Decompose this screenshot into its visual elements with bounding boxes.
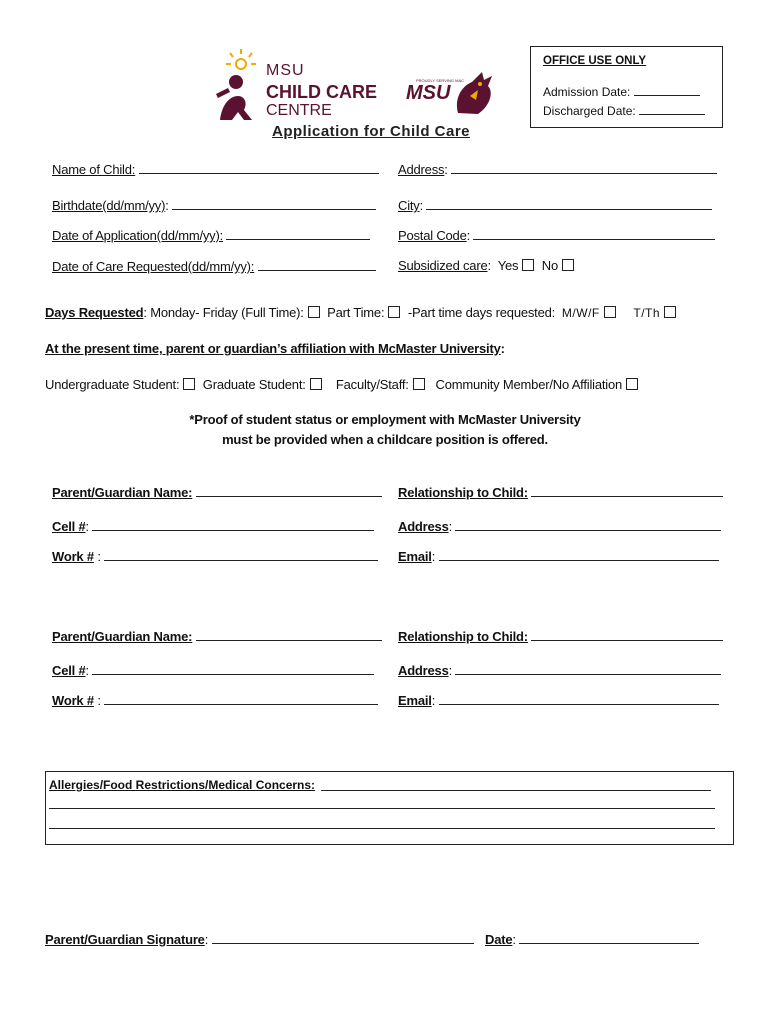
guardian1-name-row [52,484,382,500]
guardian1-email-field[interactable] [439,548,719,561]
guardian1-relationship-label: Relationship to Child: [398,485,528,500]
child-name-label: Name of Child: [52,162,136,177]
guardian2-cell-label: Cell # [52,663,86,678]
guardian2-address-field[interactable] [455,662,721,675]
child-address-label: Address [398,162,445,177]
days-requested-label: Days Requested [45,305,144,320]
guardian1-relationship-field[interactable] [531,484,723,497]
subsidized-no-checkbox[interactable] [562,259,574,271]
date-application-row [52,227,370,243]
child-name-field[interactable] [139,161,379,174]
guardian1-name-label: Parent/Guardian Name: [52,485,193,500]
child-care-logo [214,44,384,124]
date-application-label: Date of Application [52,228,157,243]
signature-date-row: Date: [485,931,699,947]
guardian1-email-label: Email [398,549,432,564]
date-application-hint: (dd/mm/yy): [156,228,224,243]
discharged-date-field[interactable] [639,102,705,115]
guardian2-address-row: Address: [398,662,721,678]
guardian1-relationship-row [398,484,723,500]
guardian2-name-row [52,628,382,644]
undergrad-checkbox[interactable] [183,378,195,390]
subsidized-row: Subsidized care: Yes No [398,258,578,273]
postal-code-label: Postal Code [398,228,467,243]
signature-date-field[interactable] [519,931,699,944]
guardian1-work-label: Work # [52,549,94,564]
grad-label: Graduate Student: [202,377,306,392]
subsidized-label: Subsidized care [398,258,488,273]
form-title: Application for Child Care [272,123,471,140]
discharged-date-row [543,102,705,118]
office-use-box [530,46,723,128]
msu-mascot-logo [402,68,500,118]
faculty-label: Faculty/Staff: [335,377,409,392]
guardian2-work-row: Work # : [52,692,378,708]
allergies-label: Allergies/Food Restrictions/Medical Concerns: [49,778,316,792]
tth-checkbox[interactable] [664,306,676,318]
discharged-date-label: Discharged Date: [543,104,636,118]
guardian1-name-field[interactable] [196,484,382,497]
allergies-line-2[interactable] [49,808,715,809]
allergies-line-1[interactable] [321,790,711,791]
postal-code-field[interactable] [473,227,715,240]
child-figure-icon [214,44,266,124]
office-use-title: OFFICE USE ONLY [543,55,647,67]
signature-row: Parent/Guardian Signature: [45,931,474,947]
allergies-box [45,771,734,845]
affiliation-question: At the present time, parent or guardian’s affiliation with McMaster University [45,341,501,356]
guardian1-work-field[interactable] [104,548,378,561]
allergies-row [49,778,315,792]
guardian1-address-row: Address: [398,518,721,534]
guardian1-address-label: Address [398,519,449,534]
logo-text-msu: MSU [266,62,305,79]
proof-note-line1: *Proof of student status or employment with McMaster University [189,412,581,427]
guardian2-email-row: Email: [398,692,719,708]
guardian1-cell-label: Cell # [52,519,86,534]
guardian2-name-label: Parent/Guardian Name: [52,629,193,644]
date-care-label: Date of Care Requested [52,259,188,274]
community-label: Community Member/No Affiliation [435,377,623,392]
affiliation-options-row [45,377,642,392]
parttime-days-label: -Part time days requested: [407,305,556,320]
logo-text-centre: CENTRE [266,102,332,119]
msu-wordmark: MSU [406,82,451,104]
undergrad-label: Undergraduate Student: [45,377,180,392]
birthdate-hint: (dd/mm/yy) [102,198,166,213]
fulltime-label: Monday- Friday (Full Time): [150,305,304,320]
allergies-line-3[interactable] [49,828,715,829]
city-label: City [398,198,420,213]
signature-date-label: Date [485,932,513,947]
guardian2-email-label: Email [398,693,432,708]
parttime-label: Part Time: [327,305,385,320]
affiliation-question-row: At the present time, parent or guardian’s affiliation with McMaster University: [45,341,505,356]
city-row: City: [398,197,712,213]
guardian1-cell-field[interactable] [92,518,374,531]
guardian1-cell-row: Cell #: [52,518,374,534]
signature-label: Parent/Guardian Signature [45,932,205,947]
child-name-row [52,161,379,177]
parttime-checkbox[interactable] [388,306,400,318]
date-care-row [52,258,376,274]
msu-tagline: PROUDLY SERVING MAC [416,78,465,83]
subsidized-yes-checkbox[interactable] [522,259,534,271]
guardian2-relationship-label: Relationship to Child: [398,629,528,644]
mwf-label: M/W/F [561,306,600,320]
guardian2-cell-row: Cell #: [52,662,374,678]
date-care-hint: (dd/mm/yy): [187,259,255,274]
date-care-field[interactable] [258,258,376,271]
guardian2-email-field[interactable] [439,692,719,705]
mwf-checkbox[interactable] [604,306,616,318]
child-address-row: Address: [398,161,717,177]
guardian2-work-field[interactable] [104,692,378,705]
guardian2-address-label: Address [398,663,449,678]
signature-field[interactable] [212,931,474,944]
guardian2-work-label: Work # [52,693,94,708]
admission-date-row [543,83,700,99]
logo-text-child-care: CHILD CARE [266,82,377,102]
guardian2-relationship-row [398,628,723,644]
proof-note-line2: must be provided when a childcare position is offered. [222,432,548,447]
birthdate-label: Birthdate [52,198,103,213]
tth-label: T/Th [633,306,661,320]
birthdate-field[interactable] [172,197,376,210]
admission-date-field[interactable] [634,83,700,96]
guardian2-relationship-field[interactable] [531,628,723,641]
city-field[interactable] [426,197,712,210]
guardian1-email-row: Email: [398,548,719,564]
fulltime-checkbox[interactable] [308,306,320,318]
guardian1-work-row: Work # : [52,548,378,564]
guardian2-name-field[interactable] [196,628,382,641]
child-address-field[interactable] [451,161,717,174]
admission-date-label: Admission Date: [543,85,631,99]
faculty-checkbox[interactable] [413,378,425,390]
birthdate-row: Birthdate(dd/mm/yy): [52,197,376,213]
community-checkbox[interactable] [626,378,638,390]
subsidized-no-label: No [541,258,558,273]
postal-code-row: Postal Code: [398,227,715,243]
days-requested-row: Days Requested: Monday- Friday (Full Time): Part Time: -Part time days requested: M/W/F T/Th [45,305,680,320]
guardian2-cell-field[interactable] [92,662,374,675]
marauder-mascot-icon [448,68,498,118]
subsidized-yes-label: Yes [497,258,519,273]
guardian1-address-field[interactable] [455,518,721,531]
grad-checkbox[interactable] [310,378,322,390]
date-application-field[interactable] [226,227,370,240]
